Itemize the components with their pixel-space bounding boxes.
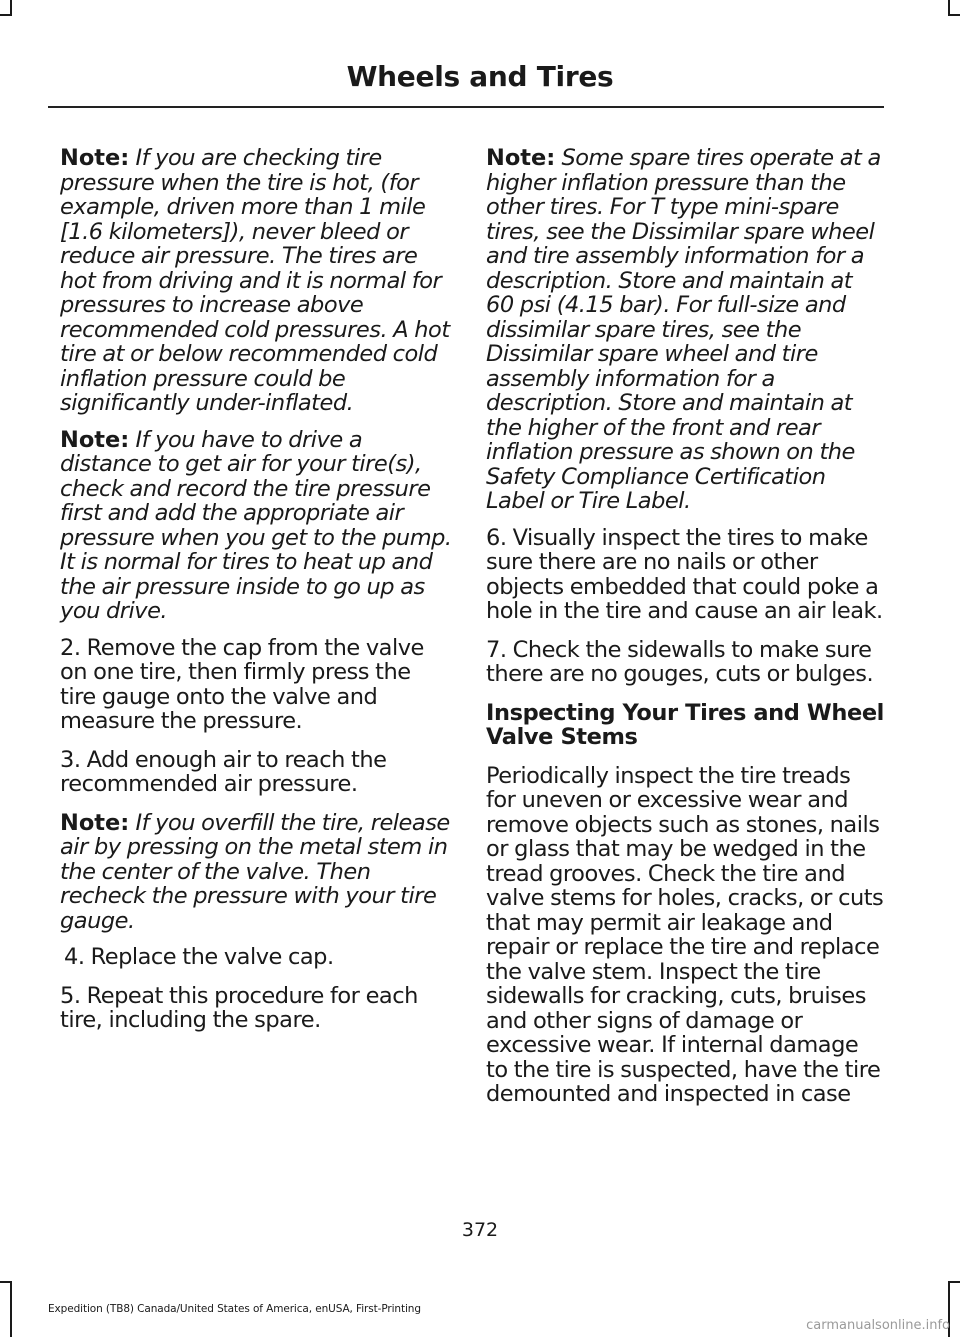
step-7: 7. Check the sidewalls to make sure there are no gouges, cuts or bulges.: [486, 636, 874, 687]
section-heading: Inspecting Your Tires and Wheel Valve Stems: [486, 699, 884, 750]
note-label: Note:: [60, 426, 130, 453]
step-5: 5. Repeat this procedure for each tire, including the spare.: [60, 982, 418, 1033]
note-label: Note:: [486, 145, 556, 171]
note-label: Note:: [60, 145, 130, 171]
crop-mark-top-left-horizontal: [0, 14, 12, 16]
note-label: Note:: [60, 809, 130, 836]
step-4: 4. Replace the valve cap.: [64, 944, 334, 970]
step-6: 6. Visually inspect the tires to make sure there are no nails or other objects embedded that could poke a hole in the tire and cause an air leak.: [486, 524, 883, 624]
left-column: [60, 146, 452, 1047]
header-divider: [48, 106, 884, 108]
note-hot-tire: [60, 146, 452, 416]
note-spare-tires: [486, 146, 884, 514]
right-column: [486, 146, 884, 1119]
page-title: Wheels and Tires: [346, 60, 614, 93]
inspection-paragraph: Periodically inspect the tire treads for uneven or excessive wear and remove objects such as stones, nails or glass that may be wedged in the tread grooves. Check the tire and valve stems for holes, cracks, or cuts that may permit air leakage and repair or replace the tire and replace the valve stem. Inspect the tire sidewalls for cracking, cuts, bruises and other signs of damage or excessive wear. If internal damage to the tire is suspected, have the tire demounted and inspected in case: [486, 762, 884, 1107]
note-drive-distance: [60, 428, 452, 624]
crop-mark-bottom-left-vertical: [10, 1281, 12, 1337]
crop-mark-bottom-right-horizontal: [948, 1281, 960, 1283]
step-3: 3. Add enough air to reach the recommended air pressure.: [60, 746, 387, 797]
note-text: If you overfill the tire, release air by pressing on the metal stem in the center of the valve. Then recheck the pressure with your tire gauge.: [60, 809, 450, 934]
watermark: carmanualsonline.info: [806, 1318, 950, 1333]
crop-mark-bottom-left-horizontal: [0, 1281, 12, 1283]
note-text: If you have to drive a distance to get air for your tire(s), check and record the tire pressure first and add the appropriate air pressure when you get to the pump. It is normal for tires to heat up and the air pressure inside to go up as you drive.: [60, 426, 452, 624]
crop-mark-top-right-horizontal: [948, 14, 960, 16]
step-2: 2. Remove the cap from the valve on one tire, then firmly press the tire gauge onto the valve and measure the pressure.: [60, 634, 424, 734]
page-number: 372: [461, 1219, 499, 1241]
footer-text: Expedition (TB8) Canada/United States of America, enUSA, First-Printing: [48, 1303, 421, 1315]
note-overfill: [60, 811, 452, 934]
note-text: If you are checking tire pressure when the tire is hot, (for example, driven more than 1 mile [1.6 kilometers]), never bleed or reduce air pressure. The tires are hot from driving and it is normal for pressures to increase above recommended cold pressures. A hot tire at or below recommended cold inflation pressure could be significantly under-inflated.: [60, 145, 450, 416]
note-text: Some spare tires operate at a higher inflation pressure than the other tires. For T type mini-spare tires, see the Dissimilar spare wheel and tire assembly information for a description. Store and maintain at 60 psi (4.15 bar). For full-size and dissimilar spare tires, see the Dissimilar spare wheel and tire assembly information for a description. Store and maintain at the higher of the front and rear inflation pressure as shown on the Safety Compliance Certification Label or Tire Label.: [486, 145, 881, 514]
